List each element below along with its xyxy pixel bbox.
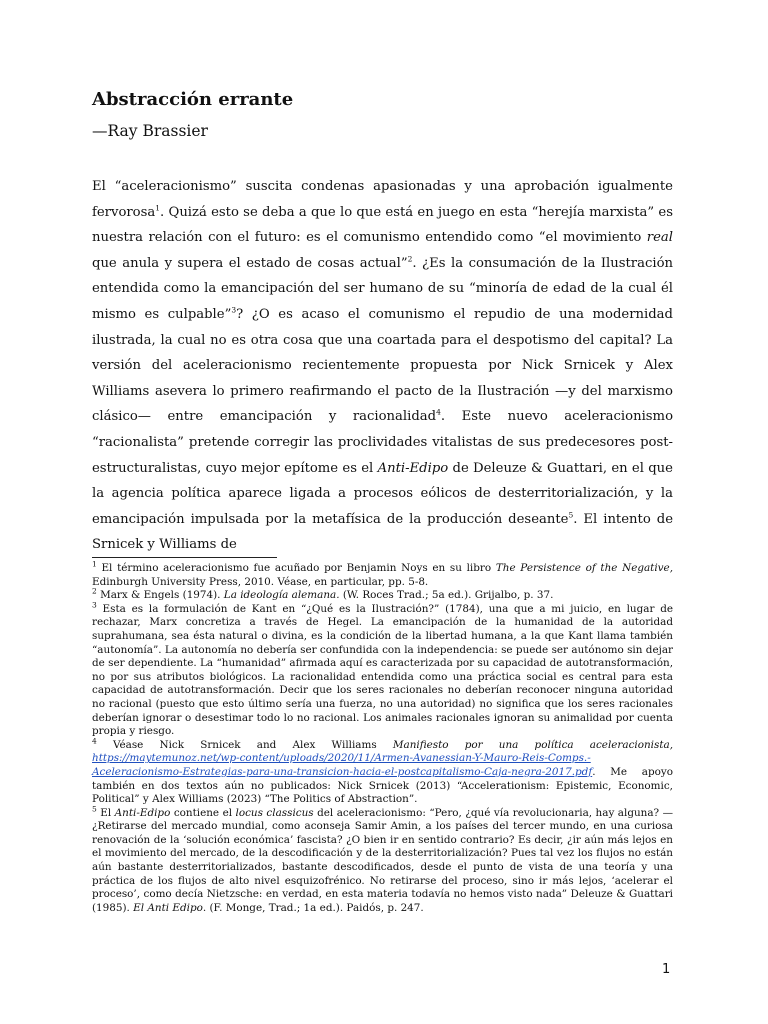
footnote-text: . (F. Monge, Trad.; 1a ed.). Paidós, p. 247. bbox=[202, 901, 424, 914]
footnote-ref-3[interactable]: 3 bbox=[231, 305, 237, 315]
footnote-text: El término aceleracionismo fue acuñado por Benjamin Noys en su libro bbox=[96, 562, 496, 574]
body-text: ? ¿O es acaso el comunismo el repudio de una modernidad ilustrada, la cual no es otra cosa que una coartada para el despotismo del capital? La versión del aceleracionismo recientemente propuesta por Nick Srnicek y Alex Williams asevera lo primero reafirmando el pacto de la Ilustración —y del marxismo clásico— entre emancipación y racionalidad bbox=[92, 306, 673, 425]
footnote-title: La ideología alemana. bbox=[223, 589, 340, 602]
footnote-3 bbox=[92, 600, 673, 739]
body-paragraph bbox=[92, 174, 673, 558]
footnote-text: contiene el bbox=[170, 806, 236, 819]
footnote-number: 4 bbox=[92, 736, 97, 746]
body-emphasis: real bbox=[646, 230, 673, 246]
article-title: Abstracción errante bbox=[92, 89, 294, 110]
footnote-text: (W. Roces Trad.; 5a ed.). Grijalbo, p. 37. bbox=[339, 589, 554, 602]
body-text: El “aceleracionismo” suscita condenas apasionadas y una aprobación igualmente fervorosa bbox=[92, 179, 673, 220]
footnote-text: Véase Nick Srnicek and Alex Williams bbox=[96, 738, 393, 751]
footnote-title: Anti-Edipo bbox=[114, 806, 171, 819]
footnote-text: Edinburgh University Press, 2010. Véase, en particular, pp. 5-8. bbox=[92, 575, 429, 588]
footnote-divider bbox=[92, 557, 277, 558]
footnote-number: 2 bbox=[92, 586, 97, 596]
footnote-number: 1 bbox=[92, 559, 97, 569]
footnote-4 bbox=[92, 736, 674, 807]
footnote-title: El Anti Edipo bbox=[133, 901, 203, 914]
footnote-text: Esta es la formulación de Kant en “¿Qué es la Ilustración?” (1784), una que a mi juicio, en lugar de rechazar, Marx concretiza a través de Hegel. La emancipación de la humanidad de la autoridad suprahumana, sea ésta natural o divina, es la condición de la libertad humana, a la que Kant llama también “autonomía”. La autonomía no debería ser confundida con la independencia: se puede ser autónomo sin dejar de ser dependiente. La “humanidad” afirmada aquí es caracterizada por su capacidad de autotransformación, no por sus atributos biológicos. La racionalidad entendida como una práctica social es central para esta capacidad de autotransformación. Decir que los seres racionales no deberían reconocer ninguna autoridad no racional (puesto que esto último sería una fuerza, no una autoridad) no significa que los seres racionales deberían ignorar o desestimar todo lo no racional. Los animales racionales ignoran su animalidad por cuenta propia y riesgo. bbox=[92, 602, 673, 738]
footnote-text: del aceleracionismo: “Pero, ¿qué vía revolucionaria, hay alguna? — ¿Retirarse del mercado mundial, como aconseja Samir Amin, a los países del tercer mundo, en una curiosa renovación de la ‘solución económica’ fascista? ¿O bien ir en sentido contrario? Es decir, ¿ir aún más lejos en el movimiento del mercado, de la descodificación y de la desterritorialización? Pues tal vez los flujos no están aún bastante desterritorializados, bastante descodificados, desde el punto de vista de una teoría y una práctica de los flujos de alto nivel esquizofrénico. No retirarse del proceso, sino ir más lejos, ‘acelerar el proceso’, como decía Nietzsche: en verdad, en esta materia todavía no hemos visto nada” Deleuze & Guattari (1985). bbox=[92, 806, 673, 914]
footnote-number: 3 bbox=[92, 600, 97, 610]
footnote-ref-2[interactable]: 2 bbox=[407, 254, 413, 264]
footnote-title: locus classicus bbox=[235, 806, 314, 819]
footnote-ref-1[interactable]: 1 bbox=[155, 203, 161, 213]
body-text: . ¿Es la consumación de la Ilustración entendida como la emancipación del ser humano de su “minoría de edad de la cual él mismo es culpable” bbox=[92, 255, 674, 322]
footnote-text: El bbox=[96, 806, 115, 819]
body-text: . El intento de Srnicek y Williams de bbox=[92, 511, 673, 553]
page-number: 1 bbox=[662, 962, 671, 977]
footnote-1 bbox=[92, 559, 674, 589]
footnote-number: 5 bbox=[92, 804, 97, 814]
body-text: . Quizá esto se deba a que lo que está en juego en esta “herejía marxista” es nuestra relación con el futuro: es el comunismo entendido como “el movimiento bbox=[92, 204, 673, 246]
footnote-5 bbox=[92, 804, 673, 916]
footnotes bbox=[92, 559, 674, 915]
article-author: —Ray Brassier bbox=[92, 122, 208, 140]
body-text: que anula y supera el estado de cosas actual” bbox=[92, 255, 408, 271]
footnote-ref-4[interactable]: 4 bbox=[436, 407, 441, 417]
footnote-text: . Me apoyo también en dos textos aún no publicados: Nick Srnicek (2013) “Accelerationism: Epistemic, Economic, Political” y Alex Williams (2023) “The Politics of Abstraction”. bbox=[92, 765, 673, 806]
footnote-link[interactable]: https://maytemunoz.net/wp-content/uploads/2020/11/Armen-Avanessian-Y-Mauro-Reis-Comps.-Aceleracionismo-Estrategias-para-una-transicion-hacia-el-postcapitalismo-Caja-negra-2017.pdf bbox=[92, 752, 593, 778]
footnote-text: Marx & Engels (1974). bbox=[96, 589, 224, 602]
footnote-2 bbox=[92, 586, 673, 603]
body-text: . Este nuevo aceleracionismo “racionalista” pretende corregir las proclividades vitalistas de sus predecesores post-estructuralistas, cuyo mejor epítome es el bbox=[92, 409, 674, 476]
footnote-title: The Persistence of the Negative, bbox=[495, 562, 674, 574]
body-emphasis: Anti-Edipo bbox=[377, 460, 449, 476]
footnote-title: Manifiesto por una política aceleracionista, bbox=[392, 738, 674, 751]
footnote-ref-5[interactable]: 5 bbox=[568, 510, 574, 520]
body-text: de Deleuze & Guattari, en el que la agencia política aparece ligada a procesos eólicos de desterritorialización, y la emancipación impulsada por la metafísica de la producción deseante bbox=[92, 460, 673, 527]
